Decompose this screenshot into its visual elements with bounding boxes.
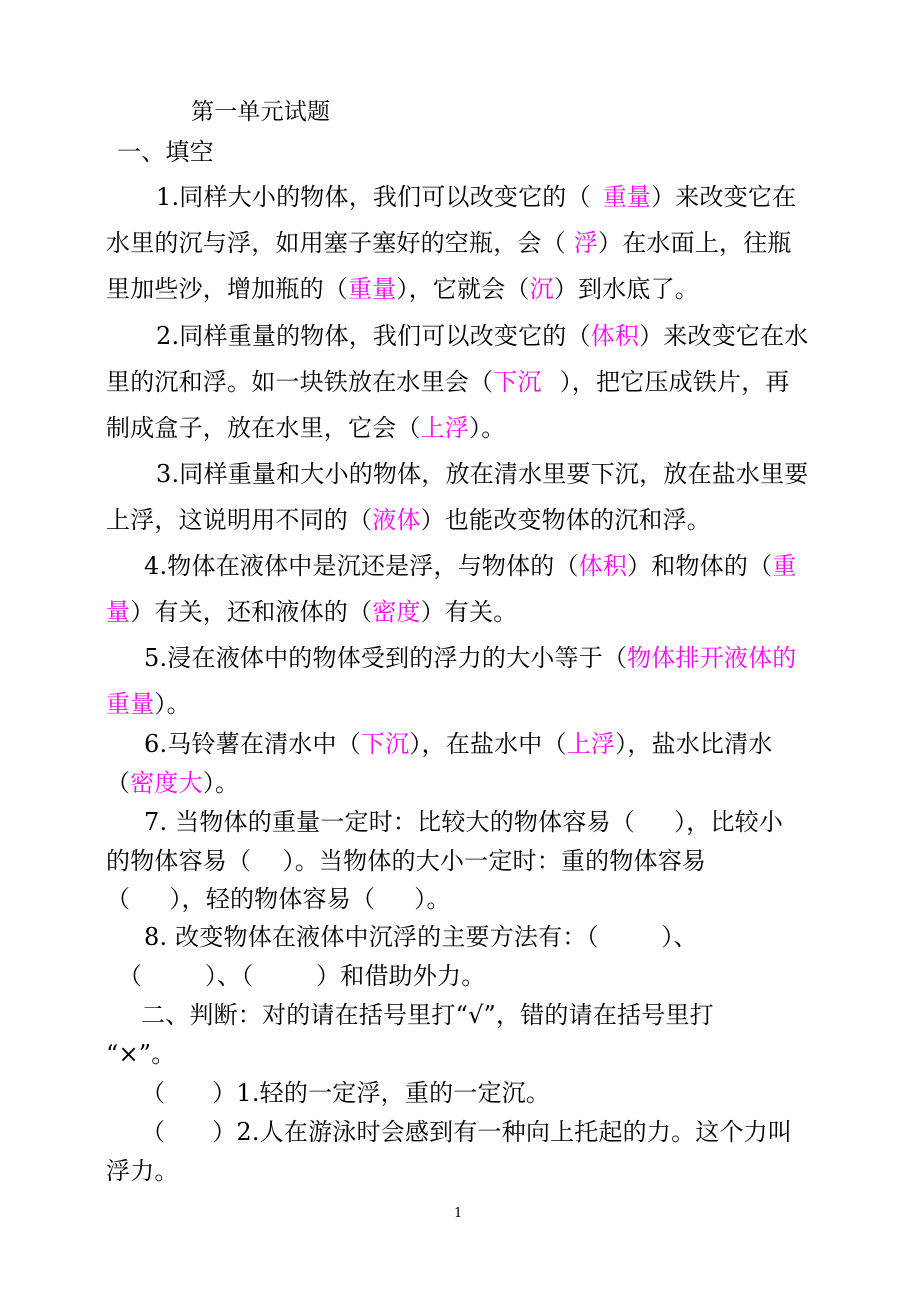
answer-blank: 上浮: [420, 414, 470, 442]
answer-blank: 量: [106, 598, 131, 626]
section2-heading-line1: 二、判断：对的请在括号里打“√”，错的请在括号里打: [141, 1001, 714, 1029]
answer-blank: 密度: [372, 598, 421, 626]
q5-line2: 重量）。: [106, 690, 191, 718]
section2-heading-line2: “×”。: [106, 1040, 176, 1068]
answer-blank: 重量: [602, 183, 652, 211]
answer-blank: 下沉: [360, 730, 410, 758]
q5-line1: 5.浸在液体中的物体受到的浮力的大小等于（物体排开液体的: [144, 644, 797, 672]
answer-blank: 重量: [348, 275, 397, 303]
answer-blank: 物体排开液体的: [627, 644, 797, 672]
answer-blank: 沉: [529, 275, 554, 303]
q1-line2: 水里的沉与浮，如用塞子塞好的空瓶，会（ 浮）在水面上，往瓶: [106, 229, 792, 257]
answer-blank: 下沉: [493, 368, 542, 396]
section1-heading: 一、填空: [117, 138, 214, 166]
q1-line3: 里加些沙，增加瓶的（重量），它就会（沉）到水底了。: [106, 275, 700, 303]
answer-blank: 体积: [578, 552, 628, 580]
answer-blank: 上浮: [566, 730, 616, 758]
q4-line1: 4.物体在液体中是沉还是浮，与物体的（体积）和物体的（重: [144, 552, 797, 580]
q3-line1: 3.同样重量和大小的物体，放在清水里要下沉，放在盐水里要: [156, 460, 809, 488]
page-title: 第一单元试题: [191, 99, 331, 125]
page-number: 1: [454, 1206, 463, 1221]
q6-line2: （密度大）。: [106, 769, 240, 797]
judge-item-2-line2: 浮力。: [106, 1157, 179, 1185]
judge-item-1: （ ）1.轻的一定浮，重的一定沉。: [141, 1079, 551, 1107]
q7-line3: （ ），轻的物体容易（ ）。: [106, 885, 451, 913]
q6-line1: 6.马铃薯在清水中（下沉），在盐水中（上浮），盐水比清水: [144, 730, 773, 758]
q1-line1: 1.同样大小的物体，我们可以改变它的（ 重量）来改变它在: [156, 183, 797, 211]
q3-line2: 上浮，这说明用不同的（液体）也能改变物体的沉和浮。: [106, 506, 712, 534]
q2-line2: 里的沉和浮。如一块铁放在水里会（下沉 ），把它压成铁片，再: [106, 368, 790, 396]
q2-line3: 制成盒子，放在水里，它会（上浮）。: [106, 414, 506, 442]
answer-blank: 液体: [372, 506, 421, 534]
q8-line2: （ ）、（ ）和借助外力。: [118, 962, 486, 990]
q8-line1: 8. 改变物体在液体中沉浮的主要方法有：（ ）、: [144, 923, 698, 951]
q7-line2: 的物体容易（ ）。当物体的大小一定时：重的物体容易: [106, 847, 707, 875]
answer-blank: 体积: [590, 322, 640, 350]
answer-blank: 重: [772, 552, 797, 580]
answer-blank: 密度大: [130, 769, 203, 797]
answer-blank: 重量: [106, 690, 155, 718]
q4-line2: 量）有关，还和液体的（密度）有关。: [106, 598, 518, 626]
q7-line1: 7. 当物体的重量一定时：比较大的物体容易（ ），比较小: [144, 808, 784, 836]
q2-line1: 2.同样重量的物体，我们可以改变它的（体积）来改变它在水: [156, 322, 809, 350]
answer-blank: 浮: [573, 229, 599, 257]
judge-item-2-line1: （ ）2.人在游泳时会感到有一种向上托起的力。这个力叫: [141, 1118, 793, 1146]
